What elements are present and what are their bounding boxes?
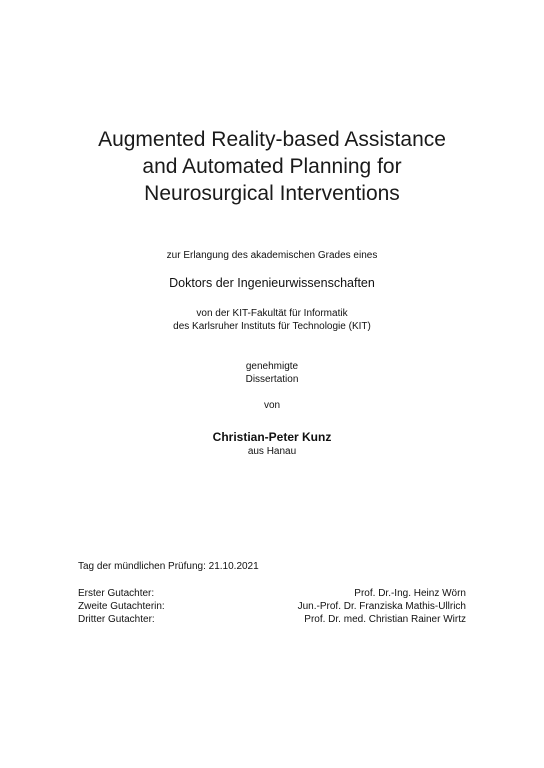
faculty-block xyxy=(0,307,544,333)
referee-role: Dritter Gutachter: xyxy=(78,614,155,625)
exam-date: Tag der mündlichen Prüfung: 21.10.2021 xyxy=(78,561,259,572)
faculty-line-1: von der KIT-Fakultät für Informatik xyxy=(196,308,348,319)
faculty-line-2: des Karlsruher Instituts für Technologie (KIT) xyxy=(173,321,371,332)
degree-text: Doktors der Ingenieurwissenschaften xyxy=(169,276,375,290)
approval-line-1: genehmigte xyxy=(245,361,299,372)
referee-row-3 xyxy=(78,613,466,626)
title-line-3: Neurosurgical Interventions xyxy=(144,182,400,205)
by-text: von xyxy=(263,400,281,411)
dissertation-title xyxy=(0,126,544,207)
referee-name: Prof. Dr.-Ing. Heinz Wörn xyxy=(354,588,466,599)
referee-role: Zweite Gutachterin: xyxy=(78,601,165,612)
referee-row-2 xyxy=(78,600,466,613)
referee-name: Jun.-Prof. Dr. Franziska Mathis-Ullrich xyxy=(297,601,466,612)
referee-role: Erster Gutachter: xyxy=(78,588,155,599)
purpose-text: zur Erlangung des akademischen Grades eines xyxy=(166,250,378,261)
title-line-1: Augmented Reality-based Assistance xyxy=(98,128,446,151)
author-origin: aus Hanau xyxy=(247,446,297,457)
title-line-2: and Automated Planning for xyxy=(142,155,402,178)
approval-block xyxy=(0,360,544,386)
author-name: Christian-Peter Kunz xyxy=(212,430,332,444)
referee-name: Prof. Dr. med. Christian Rainer Wirtz xyxy=(304,614,466,625)
referee-row-1 xyxy=(78,587,466,600)
approval-line-2: Dissertation xyxy=(245,374,299,385)
